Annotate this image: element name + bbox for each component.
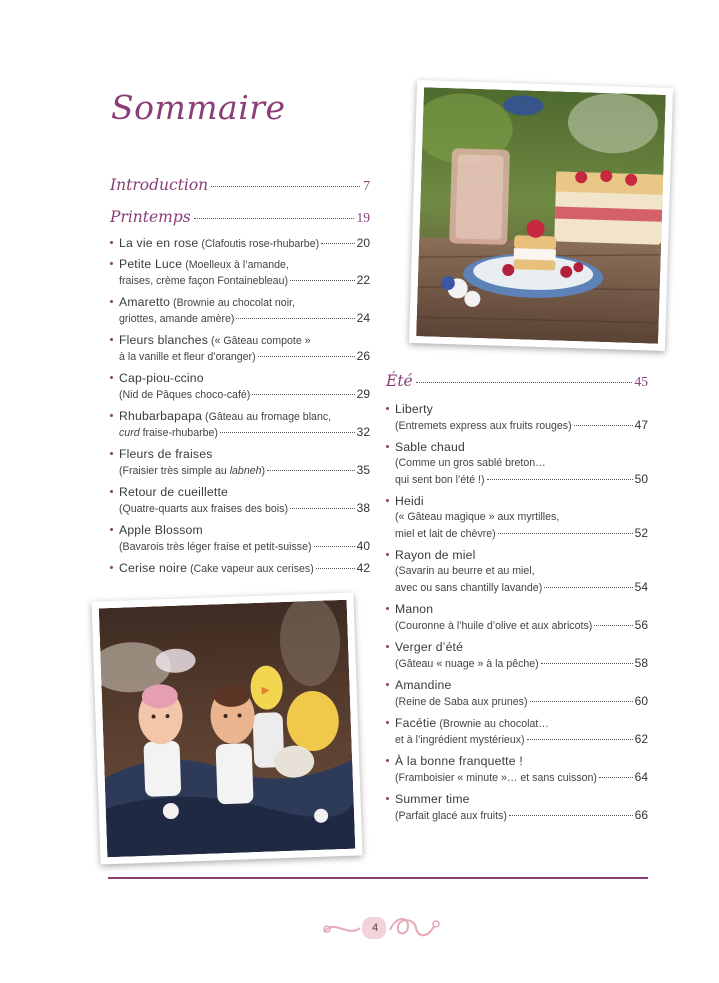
entry-name: Rayon de miel: [395, 548, 476, 562]
entry-name: Heidi: [395, 494, 424, 508]
toc-entry[interactable]: [110, 408, 370, 441]
entry-detail: avec ou sans chantilly lavande): [395, 582, 543, 594]
section-page: 45: [634, 374, 648, 389]
bullet-icon: [110, 241, 113, 244]
leader-dots: [290, 508, 355, 509]
entry-page: 62: [634, 732, 648, 746]
entry-detail: (Entremets express aux fruits rouges): [395, 420, 572, 432]
toc-left-column: [110, 176, 370, 576]
toc-entry[interactable]: [386, 493, 648, 542]
entry-name: Fleurs blanches: [119, 333, 209, 347]
entry-detail: fraise-rhubarbe): [142, 427, 218, 439]
entry-name: Amandine: [395, 678, 452, 692]
toc-entry[interactable]: [386, 677, 648, 710]
leader-dots: [599, 777, 633, 778]
toc-entry[interactable]: [110, 446, 370, 479]
bullet-icon: [386, 721, 389, 724]
entry-detail: (« Gâteau magique » aux myrtilles,: [395, 511, 560, 523]
bullet-icon: [386, 759, 389, 762]
toc-section-introduction[interactable]: [110, 176, 370, 194]
bullet-icon: [386, 645, 389, 648]
toc-entry[interactable]: [110, 484, 370, 517]
leader-dots: [527, 739, 633, 740]
entry-page: 58: [634, 656, 648, 670]
leader-dots: [509, 815, 633, 816]
entry-detail: (« Gâteau compote »: [211, 335, 311, 347]
entry-name: Liberty: [395, 402, 433, 416]
entry-name: Cap-piou-ccino: [119, 371, 204, 385]
entry-detail: (Savarin au beurre et au miel,: [395, 565, 535, 577]
entry-page: 47: [634, 418, 648, 432]
toc-entry[interactable]: [386, 753, 648, 786]
leader-dots: [252, 394, 354, 395]
section-page: 7: [363, 178, 370, 193]
toc-entry[interactable]: [386, 791, 648, 824]
toc-section-ete[interactable]: [386, 372, 648, 390]
leader-dots: [211, 186, 360, 187]
leader-dots: [220, 432, 355, 433]
strawberry-dessert-illustration: [416, 87, 666, 343]
entry-detail: (Bavarois très léger fraise et petit-suisse): [119, 541, 312, 553]
easter-chicks-illustration: [99, 600, 356, 858]
entry-name: Petite Luce: [119, 257, 183, 271]
entry-name: Manon: [395, 602, 434, 616]
page-number: 4: [371, 922, 379, 934]
leader-dots: [487, 479, 633, 480]
entry-page: 54: [634, 580, 648, 594]
entry-page: 20: [356, 236, 370, 250]
entry-page: 60: [634, 694, 648, 708]
bullet-icon: [110, 300, 113, 303]
leader-dots: [544, 587, 632, 588]
section-label: Été: [386, 372, 413, 390]
entry-page: 56: [634, 618, 648, 632]
toc-entry[interactable]: [386, 547, 648, 596]
entry-detail: (Quatre-quarts aux fraises des bois): [119, 503, 288, 515]
entry-name: Amaretto: [119, 295, 171, 309]
entry-detail: et à l’ingrédient mystérieux): [395, 734, 525, 746]
bullet-icon: [110, 414, 113, 417]
bullet-icon: [110, 376, 113, 379]
entry-detail: (Reine de Saba aux prunes): [395, 696, 528, 708]
entry-page: 50: [634, 472, 648, 486]
leader-dots: [416, 382, 632, 383]
toc-entry[interactable]: [110, 560, 370, 576]
entry-detail: qui sent bon l’été !): [395, 474, 485, 486]
entry-page: 64: [634, 770, 648, 784]
leader-dots: [236, 318, 354, 319]
entry-detail: (Comme un gros sablé breton…: [395, 457, 546, 469]
entry-detail: (Brownie au chocolat…: [439, 718, 549, 730]
bullet-icon: [386, 499, 389, 502]
entry-detail: (Moelleux à l’amande,: [185, 259, 289, 271]
bullet-icon: [110, 528, 113, 531]
entry-detail: (Couronne à l’huile d’olive et aux abricots): [395, 620, 593, 632]
entry-page: 52: [634, 526, 648, 540]
leader-dots: [321, 243, 355, 244]
dessert-photo: [409, 80, 673, 351]
entry-name: Sable chaud: [395, 440, 465, 454]
entry-page: 24: [356, 311, 370, 325]
bullet-icon: [386, 683, 389, 686]
entry-detail: (Brownie au chocolat noir,: [173, 297, 295, 309]
entry-page: 42: [356, 561, 370, 575]
leader-dots: [541, 663, 633, 664]
section-label: Introduction: [110, 176, 209, 194]
entry-detail: (Fraisier très simple au: [119, 465, 227, 477]
bullet-icon: [386, 553, 389, 556]
bullet-icon: [110, 490, 113, 493]
entry-page: 40: [356, 539, 370, 553]
leader-dots: [574, 425, 633, 426]
entry-detail: miel et lait de chèvre): [395, 528, 496, 540]
entry-name: La vie en rose: [119, 236, 199, 250]
entry-detail: (Parfait glacé aux fruits): [395, 810, 507, 822]
footer-rule: [108, 877, 648, 879]
leader-dots: [258, 356, 355, 357]
bullet-icon: [386, 445, 389, 448]
entry-page: 66: [634, 808, 648, 822]
entry-name: Cerise noire: [119, 561, 188, 575]
entry-detail: (Framboisier « minute »… et sans cuisson): [395, 772, 597, 784]
entry-detail: (Gâteau au fromage blanc,: [205, 411, 332, 423]
entry-detail: (Cake vapeur aux cerises): [190, 563, 314, 575]
toc-entry[interactable]: [110, 256, 370, 289]
bullet-icon: [386, 607, 389, 610]
entry-name: Rhubarbapapa: [119, 409, 203, 423]
leader-dots: [194, 218, 354, 219]
bullet-icon: [110, 262, 113, 265]
entry-page: 38: [356, 501, 370, 515]
entry-detail: griottes, amande amère): [119, 313, 235, 325]
entry-name: Retour de cueillette: [119, 485, 229, 499]
entry-detail-emphasis: curd: [119, 427, 140, 439]
entry-name: Fleurs de fraises: [119, 447, 213, 461]
entry-page: 32: [356, 425, 370, 439]
entry-detail: ): [261, 465, 266, 477]
section-label: Printemps: [110, 208, 191, 226]
toc-entry[interactable]: [110, 332, 370, 365]
entry-page: 22: [356, 273, 370, 287]
entry-detail: (Nid de Pâques choco-café): [119, 389, 251, 401]
entry-detail: (Gâteau « nuage » à la pêche): [395, 658, 539, 670]
leader-dots: [594, 625, 632, 626]
entry-name: Summer time: [395, 792, 470, 806]
bullet-icon: [386, 407, 389, 410]
section-page: 19: [356, 210, 370, 225]
entry-page: 35: [356, 463, 370, 477]
leader-dots: [316, 568, 355, 569]
easter-eggs-photo: [91, 593, 362, 865]
bullet-icon: [110, 338, 113, 341]
bullet-icon: [110, 452, 113, 455]
toc-entry[interactable]: [110, 294, 370, 327]
toc-entry[interactable]: [110, 235, 370, 251]
leader-dots: [267, 470, 355, 471]
leader-dots: [314, 546, 355, 547]
toc-right-column: [386, 372, 648, 824]
entry-name: À la bonne franquette !: [395, 754, 523, 768]
entry-page: 26: [356, 349, 370, 363]
entry-detail: (Clafoutis rose-rhubarbe): [201, 238, 320, 250]
entry-detail: à la vanille et fleur d’oranger): [119, 351, 256, 363]
toc-entry[interactable]: [386, 401, 648, 434]
bullet-icon: [110, 566, 113, 569]
page-title: Sommaire: [111, 88, 286, 127]
toc-entry[interactable]: [386, 601, 648, 634]
toc-entry[interactable]: [386, 439, 648, 488]
toc-entry[interactable]: [110, 522, 370, 555]
toc-entry[interactable]: [386, 715, 648, 748]
leader-dots: [290, 280, 355, 281]
toc-entry[interactable]: [386, 639, 648, 672]
entry-page: 29: [356, 387, 370, 401]
entry-name: Verger d’été: [395, 640, 464, 654]
toc-entry[interactable]: [110, 370, 370, 403]
toc-section-printemps[interactable]: [110, 208, 370, 226]
leader-dots: [530, 701, 633, 702]
entry-detail-emphasis: labneh: [229, 465, 262, 477]
entry-name: Apple Blossom: [119, 523, 203, 537]
bullet-icon: [386, 797, 389, 800]
leader-dots: [498, 533, 633, 534]
entry-name: Facétie: [395, 716, 437, 730]
entry-detail: fraises, crème façon Fontainebleau): [119, 275, 288, 287]
